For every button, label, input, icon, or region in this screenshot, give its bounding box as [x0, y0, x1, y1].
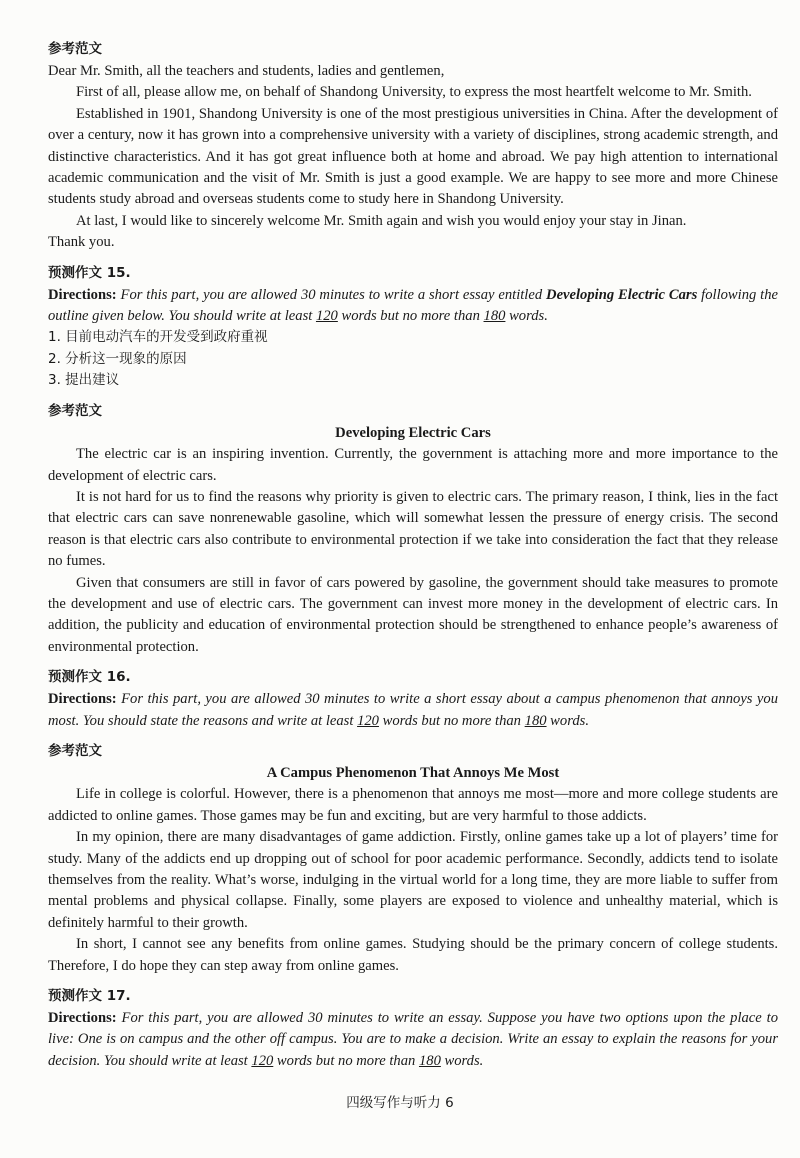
max-words: 180 — [418, 1052, 441, 1069]
reference-essay-heading: 参考范文 — [48, 41, 102, 57]
essay-paragraph: In short, I cannot see any benefits from online games. Studying should be the primary concern of college students. Therefore, I do hope they can step away from online games. — [48, 936, 778, 974]
outline-item: 3. 提出建议 — [48, 372, 120, 389]
min-words: 120 — [251, 1052, 274, 1069]
essay-title: A Campus Phenomenon That Annoys Me Most — [266, 764, 560, 781]
max-words: 180 — [483, 308, 506, 325]
essay-title: Developing Electric Cars — [335, 424, 491, 441]
directions-label: Directions: — [48, 691, 117, 708]
reference-essay-heading: 参考范文 — [48, 742, 102, 759]
prompt-16-heading: 预测作文 16. — [48, 669, 131, 686]
essay-paragraph: Given that consumers are still in favor of cars powered by gasoline, the government should take measures to promote the development and use of electric cars. The government can invest more money in the development of electric cars. In addition, the publicity and education of environmental protection should be strengthened to enhance people’s awareness of environmental protection. — [48, 574, 778, 655]
essay-title-inline: Developing Electric Cars — [546, 286, 698, 303]
letter-closing: Thank you. — [48, 234, 115, 251]
essay-paragraph: Life in college is colorful. However, there is a phenomenon that annoys me most—more and more college students are addicted to online games. Those games may be fun and exciting, but are very harmful to those addicts. — [48, 786, 778, 824]
prompt-16-directions: Directions: For this part, you are allowed 30 minutes to write a short essay about a campus phenomenon that annoys you most. You should state the reasons and write at least 120 words but no more than 180 words. — [48, 691, 778, 729]
essay-paragraph: It is not hard for us to find the reasons why priority is given to electric cars. The primary reason, I think, lies in the fact that electric cars can save nonrenewable gasoline, which will somewhat lessen the pressure of energy crisis. The second reason is that electric cars also contribute to environmental protection if we take into consideration the fact that they release no fumes. — [48, 488, 778, 570]
reference-essay-heading: 参考范文 — [48, 402, 102, 419]
min-words: 120 — [357, 712, 379, 729]
letter-salutation: Dear Mr. Smith, all the teachers and students, ladies and gentlemen, — [48, 63, 445, 79]
document-body — [48, 38, 778, 1072]
min-words: 120 — [315, 308, 338, 325]
essay-paragraph: In my opinion, there are many disadvantages of game addiction. Firstly, online games take up a lot of players’ time for study. Many of the addicts end up dropping out of school for poor academic performance. Secondly, addicts tend to isolate themselves from the reality. What’s worse, indulging in the virtual world for a long time, they are more liable to suffer from mental problems and physical collapse. Finally, some players are exposed to violence and unhealthy material, which is definitely harmful to their growth. — [48, 829, 778, 931]
prompt-15-heading: 预测作文 15. — [48, 264, 131, 281]
essay-paragraph: The electric car is an inspiring invention. Currently, the government is attaching more and more importance to the development of electric cars. — [48, 446, 778, 484]
letter-paragraph: First of all, please allow me, on behalf of Shandong University, to express the most heartfelt welcome to Mr. Smith. — [76, 84, 752, 101]
letter-paragraph: Established in 1901, Shandong University is one of the most prestigious universities in China. After the development of over a century, now it has grown into a comprehensive university with a variety of disciplines, strong academic strength, and distinctive characteristics. And it has got great influence both at home and abroad. We pay high attention to international academic communication and the visit of Mr. Smith is just a good example. We are happy to see more and more Chinese students study abroad and overseas students come to study here in Shandong University. — [48, 105, 778, 208]
max-words: 180 — [524, 712, 547, 729]
prompt-15-directions: Directions: For this part, you are allowed 30 minutes to write a short essay entitled Developing Electric Cars following the outline given below. You should write at least 120 words but no more than 180 words. — [48, 286, 779, 325]
prompt-17-directions: Directions: For this part, you are allowed 30 minutes to write an essay. Suppose you have two options upon the place to live: One is on campus and the other off campus. You are to make a decision. Write an essay to explain the reasons for your decision. You should write at least 120 words but no more than 180 words. — [48, 1010, 778, 1069]
letter-paragraph: At last, I would like to sincerely welcome Mr. Smith again and wish you would enjoy your stay in Jinan. — [76, 212, 687, 229]
outline-item: 1. 目前电动汽车的开发受到政府重视 — [48, 329, 268, 346]
directions-label: Directions: — [48, 286, 117, 303]
directions-label: Directions: — [48, 1010, 117, 1027]
outline-item: 2. 分析这一现象的原因 — [48, 350, 187, 367]
prompt-17-heading: 预测作文 17. — [48, 988, 131, 1005]
page-footer: 四级写作与听力 6 — [346, 1095, 454, 1111]
